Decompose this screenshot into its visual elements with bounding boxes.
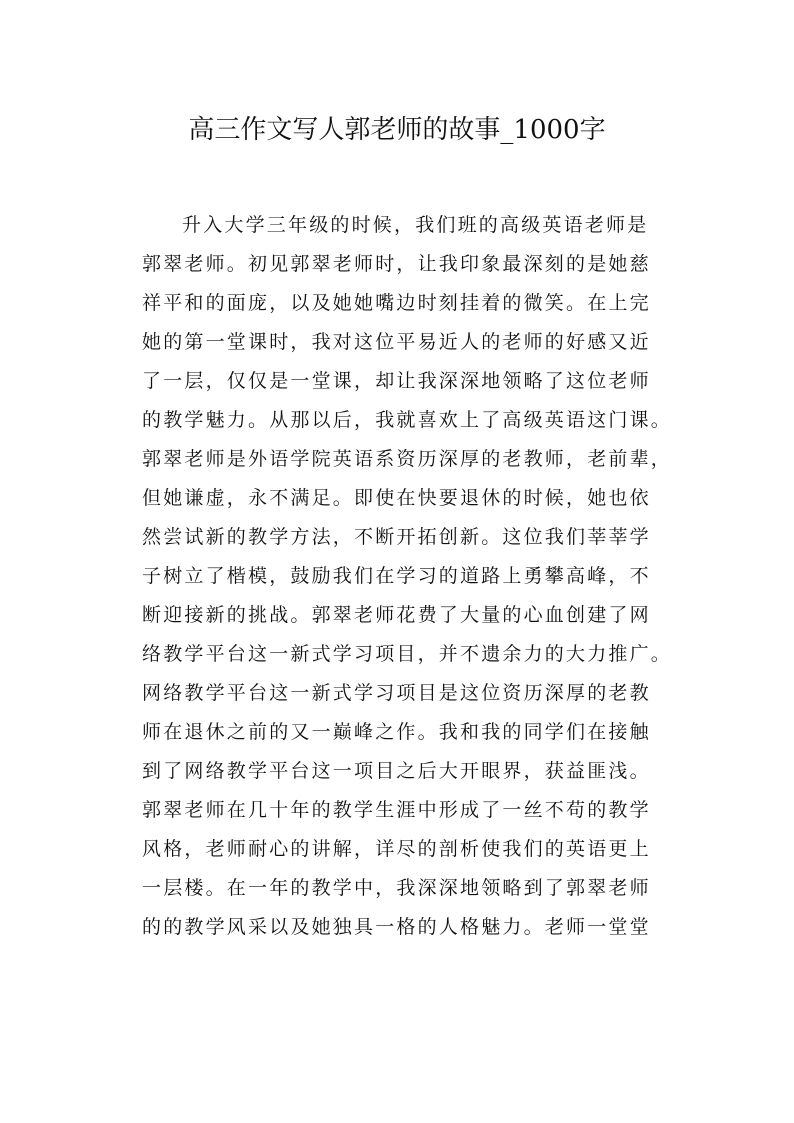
paragraph-line: 断迎接新的挑战。郭翠老师花费了大量的心血创建了网 xyxy=(142,604,651,626)
paragraph-line: 的的教学风采以及她独具一格的人格魅力。老师一堂堂 xyxy=(142,916,651,938)
paragraph-line: 风格，老师耐心的讲解，详尽的剖析使我们的英语更上 xyxy=(142,838,651,860)
paragraph-line: 郭翠老师在几十年的教学生涯中形成了一丝不苟的教学 xyxy=(142,799,651,821)
paragraph-line: 但她谦虚，永不满足。即使在快要退休的时候，她也依 xyxy=(142,487,651,509)
paragraph-line: 了一层，仅仅是一堂课，却让我深深地领略了这位老师 xyxy=(142,370,651,392)
paragraph-line: 升入大学三年级的时候，我们班的高级英语老师是 xyxy=(182,214,649,236)
paragraph-line: 到了网络教学平台这一项目之后大开眼界，获益匪浅。 xyxy=(142,760,651,782)
paragraph-line: 她的第一堂课时，我对这位平易近人的老师的好感又近 xyxy=(142,331,651,353)
document-title: 高三作文写人郭老师的故事_1000字 xyxy=(188,115,606,145)
paragraph-line: 一层楼。在一年的教学中，我深深地领略到了郭翠老师 xyxy=(142,877,651,899)
paragraph-line: 网络教学平台这一新式学习项目是这位资历深厚的老教 xyxy=(142,682,651,704)
paragraph-line: 祥平和的面庞，以及她她嘴边时刻挂着的微笑。在上完 xyxy=(142,292,651,314)
paragraph-line: 的教学魅力。从那以后，我就喜欢上了高级英语这门课。 xyxy=(142,409,673,431)
paragraph-line: 然尝试新的教学方法，不断开拓创新。这位我们莘莘学 xyxy=(142,526,651,548)
paragraph-line: 郭翠老师是外语学院英语系资历深厚的老教师，老前辈， xyxy=(142,448,673,470)
paragraph-line: 子树立了楷模，鼓励我们在学习的道路上勇攀高峰，不 xyxy=(142,565,651,587)
paragraph-line: 络教学平台这一新式学习项目，并不遗余力的大力推广。 xyxy=(142,643,673,665)
paragraph-line: 师在退休之前的又一巅峰之作。我和我的同学们在接触 xyxy=(142,721,651,743)
document-body xyxy=(142,206,672,947)
paragraph-line: 郭翠老师。初见郭翠老师时，让我印象最深刻的是她慈 xyxy=(142,253,651,275)
